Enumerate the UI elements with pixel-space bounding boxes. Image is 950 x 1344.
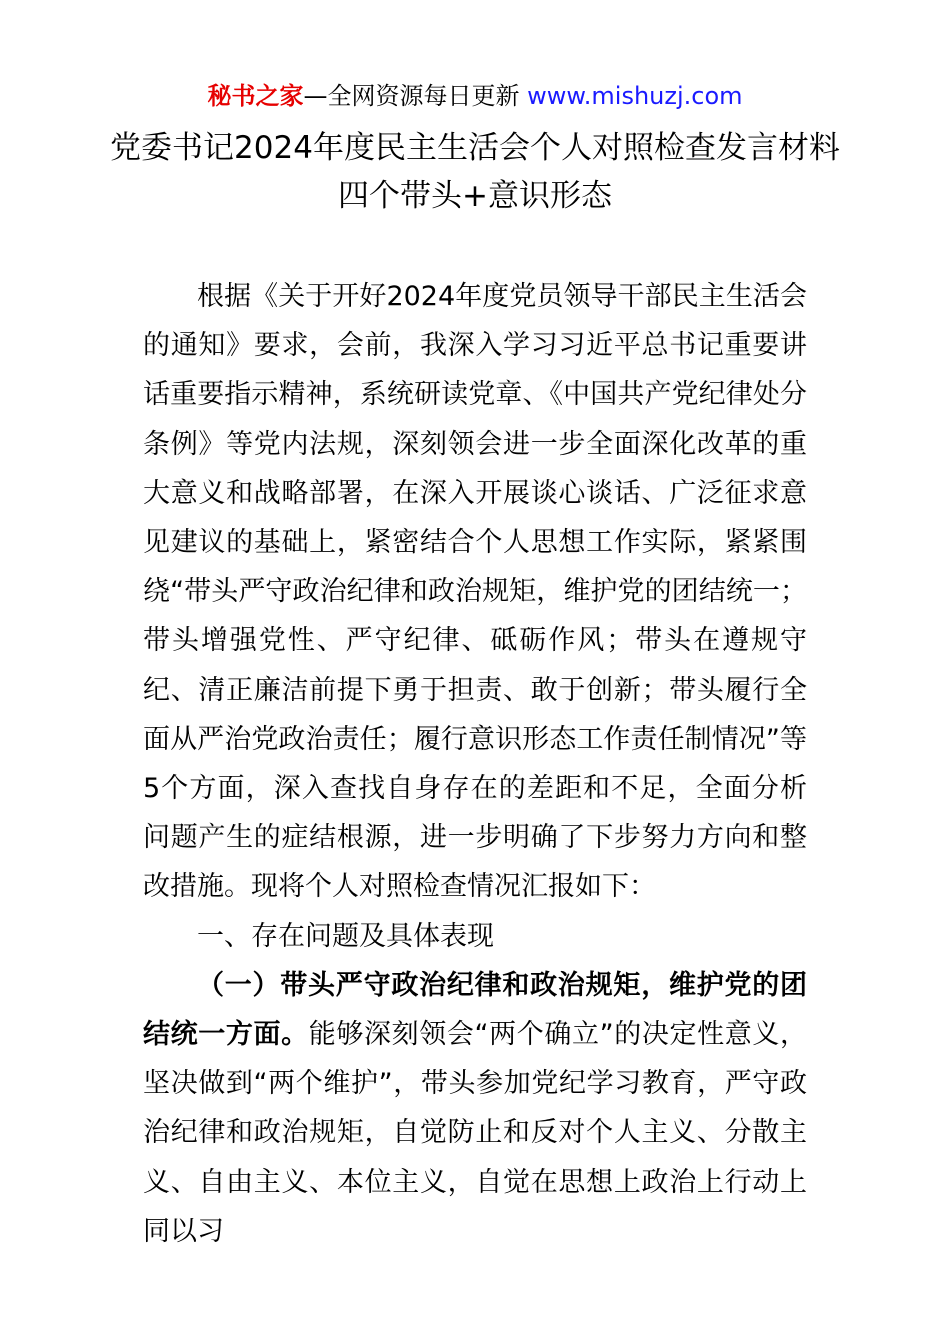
subsection-heading: （一）带头严守政治纪律和政治规矩，维护党的团结统一方面。 (143, 969, 807, 1051)
document-body (143, 272, 807, 1256)
header-tagline: —全网资源每日更新 (303, 82, 528, 110)
brand-name: 秘书之家 (207, 82, 304, 110)
site-url-link[interactable]: www.mishuzj.com (527, 82, 743, 110)
section-heading: 一、存在问题及具体表现 (197, 920, 494, 952)
site-header (0, 78, 950, 114)
subsection-text: 能够深刻领会“两个确立”的决定性意义，坚决做到“两个维护”，带头参加党纪学习教育，严守政治纪律和政治规矩，自觉防止和反对个人主义、分散主义、自由主义、本位主义，自觉在思想上政治上行动上同以习 (143, 1019, 808, 1247)
subsection-paragraph (143, 961, 807, 1256)
intro-paragraph: 根据《关于开好2024年度党员领导干部民主生活会的通知》要求，会前，我深入学习习近平总书记重要讲话重要指示精神，系统研读党章、《中国共产党纪律处分条例》等党内法规，深刻领会进一步全面深化改革的重大意义和战略部署，在深入开展谈心谈话、广泛征求意见建议的基础上，紧密结合个人思想工作实际，紧紧围绕“带头严守政治纪律和政治规矩，维护党的团结统一；带头增强党性、严守纪律、砥砺作风；带头在遵规守纪、清正廉洁前提下勇于担责、敢于创新；带头履行全面从严治党政治责任；履行意识形态工作责任制情况”等5个方面，深入查找自身存在的差距和不足，全面分析问题产生的症结根源，进一步明确了下步努力方向和整改措施。现将个人对照检查情况汇报如下： (143, 281, 807, 903)
document-title: 党委书记2024年度民主生活会个人对照检查发言材料 四个带头+意识形态 (110, 130, 840, 214)
